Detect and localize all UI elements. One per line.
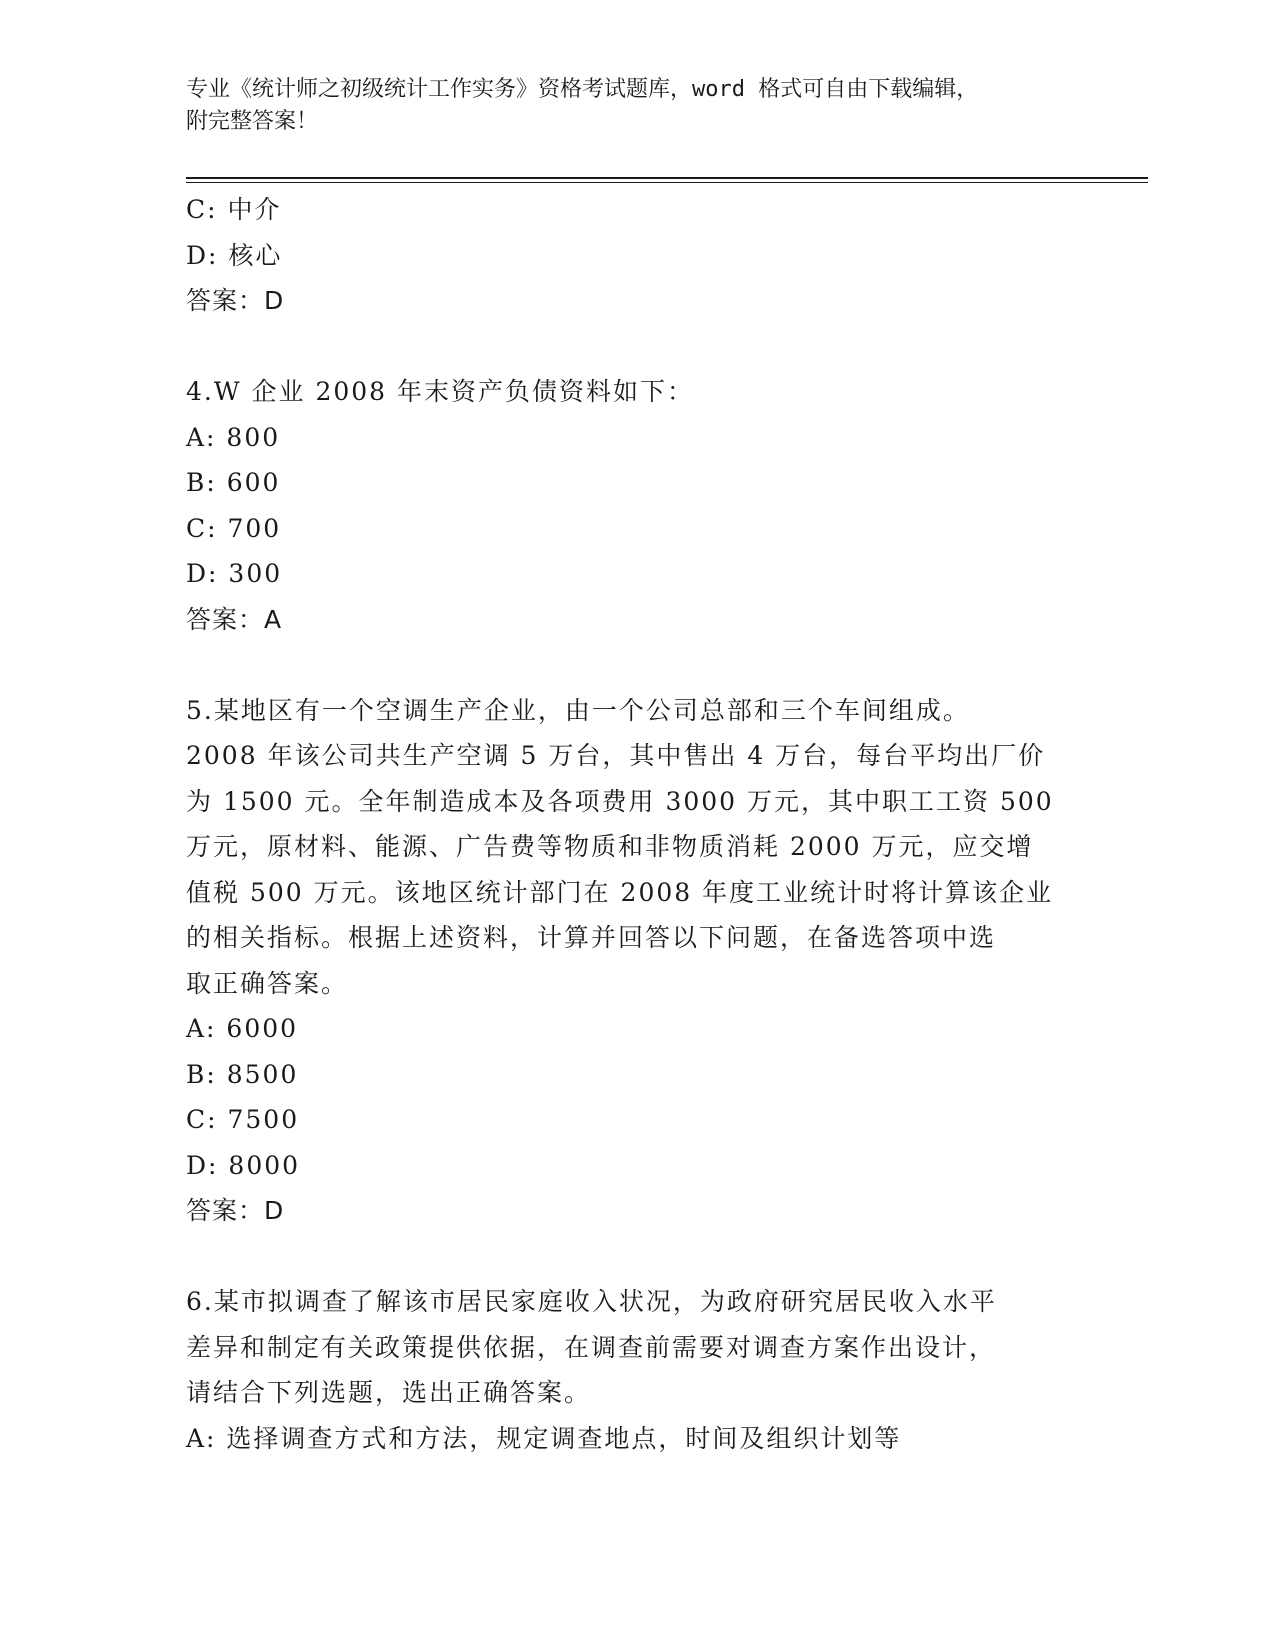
q5-stem-line: 值税 500 万元。该地区统计部门在 2008 年度工业统计时将计算该企业 [186, 877, 1054, 907]
q4-option-c: C: 700 [186, 513, 282, 543]
q5-stem-line: 为 1500 元。全年制造成本及各项费用 3000 万元，其中职工工资 500 [186, 786, 1054, 816]
q5-stem-line: 的相关指标。根据上述资料，计算并回答以下问题，在备选答项中选 [186, 923, 997, 952]
q4-option-b: B: 600 [186, 468, 281, 497]
q6-stem-line: 差异和制定有关政策提供依据，在调查前需要对调查方案作出设计， [186, 1332, 997, 1362]
q6-option-a: A: 选择调查方式和方法，规定调查地点，时间及组织计划等 [186, 1423, 902, 1453]
q5-stem-line: 万元，原材料、能源、广告费等物质和非物质消耗 2000 万元，应交增 [186, 832, 1034, 861]
q3-option-c: C: 中介 [186, 195, 282, 224]
spacer [186, 642, 1076, 688]
q4-option-a: A: 800 [186, 422, 281, 452]
q5-stem-line: 2008 年该公司共生产空调 5 万台，其中售出 4 万台，每台平均出厂价 [186, 741, 1046, 770]
q5-option-b: B: 8500 [186, 1059, 299, 1089]
q4-answer: 答案：A [186, 604, 283, 634]
header-line-1: 专业《统计师之初级统计工作实务》资格考试题库，word 格式可自由下载编辑， [186, 77, 979, 102]
q5-option-d: D: 8000 [186, 1150, 301, 1180]
q3-option-d: D: 核心 [186, 240, 283, 270]
header-divider-thick [186, 177, 1148, 179]
q5-option-c: C: 7500 [186, 1105, 300, 1134]
document-header [186, 74, 1066, 138]
header-line-2: 附完整答案！ [186, 109, 319, 134]
q5-stem-line: 5.某地区有一个空调生产企业，由一个公司总部和三个车间组成。 [186, 695, 970, 725]
q4-option-d: D: 300 [186, 559, 283, 588]
q4-stem: 4.W 企业 2008 年末资产负债资料如下： [186, 377, 695, 406]
spacer [186, 1234, 1076, 1280]
q6-stem-line: 6.某市拟调查了解该市居民家庭收入状况，为政府研究居民收入水平 [186, 1287, 997, 1316]
spacer [186, 324, 1076, 370]
q6-stem-line: 请结合下列选题，选出正确答案。 [186, 1378, 592, 1407]
document-body [186, 187, 1076, 1461]
header-divider-thin [186, 182, 1148, 183]
q3-answer: 答案：D [186, 286, 285, 315]
q5-stem-line: 取正确答案。 [186, 968, 349, 998]
q5-answer: 答案：D [186, 1196, 285, 1225]
q5-option-a: A: 6000 [186, 1014, 299, 1043]
